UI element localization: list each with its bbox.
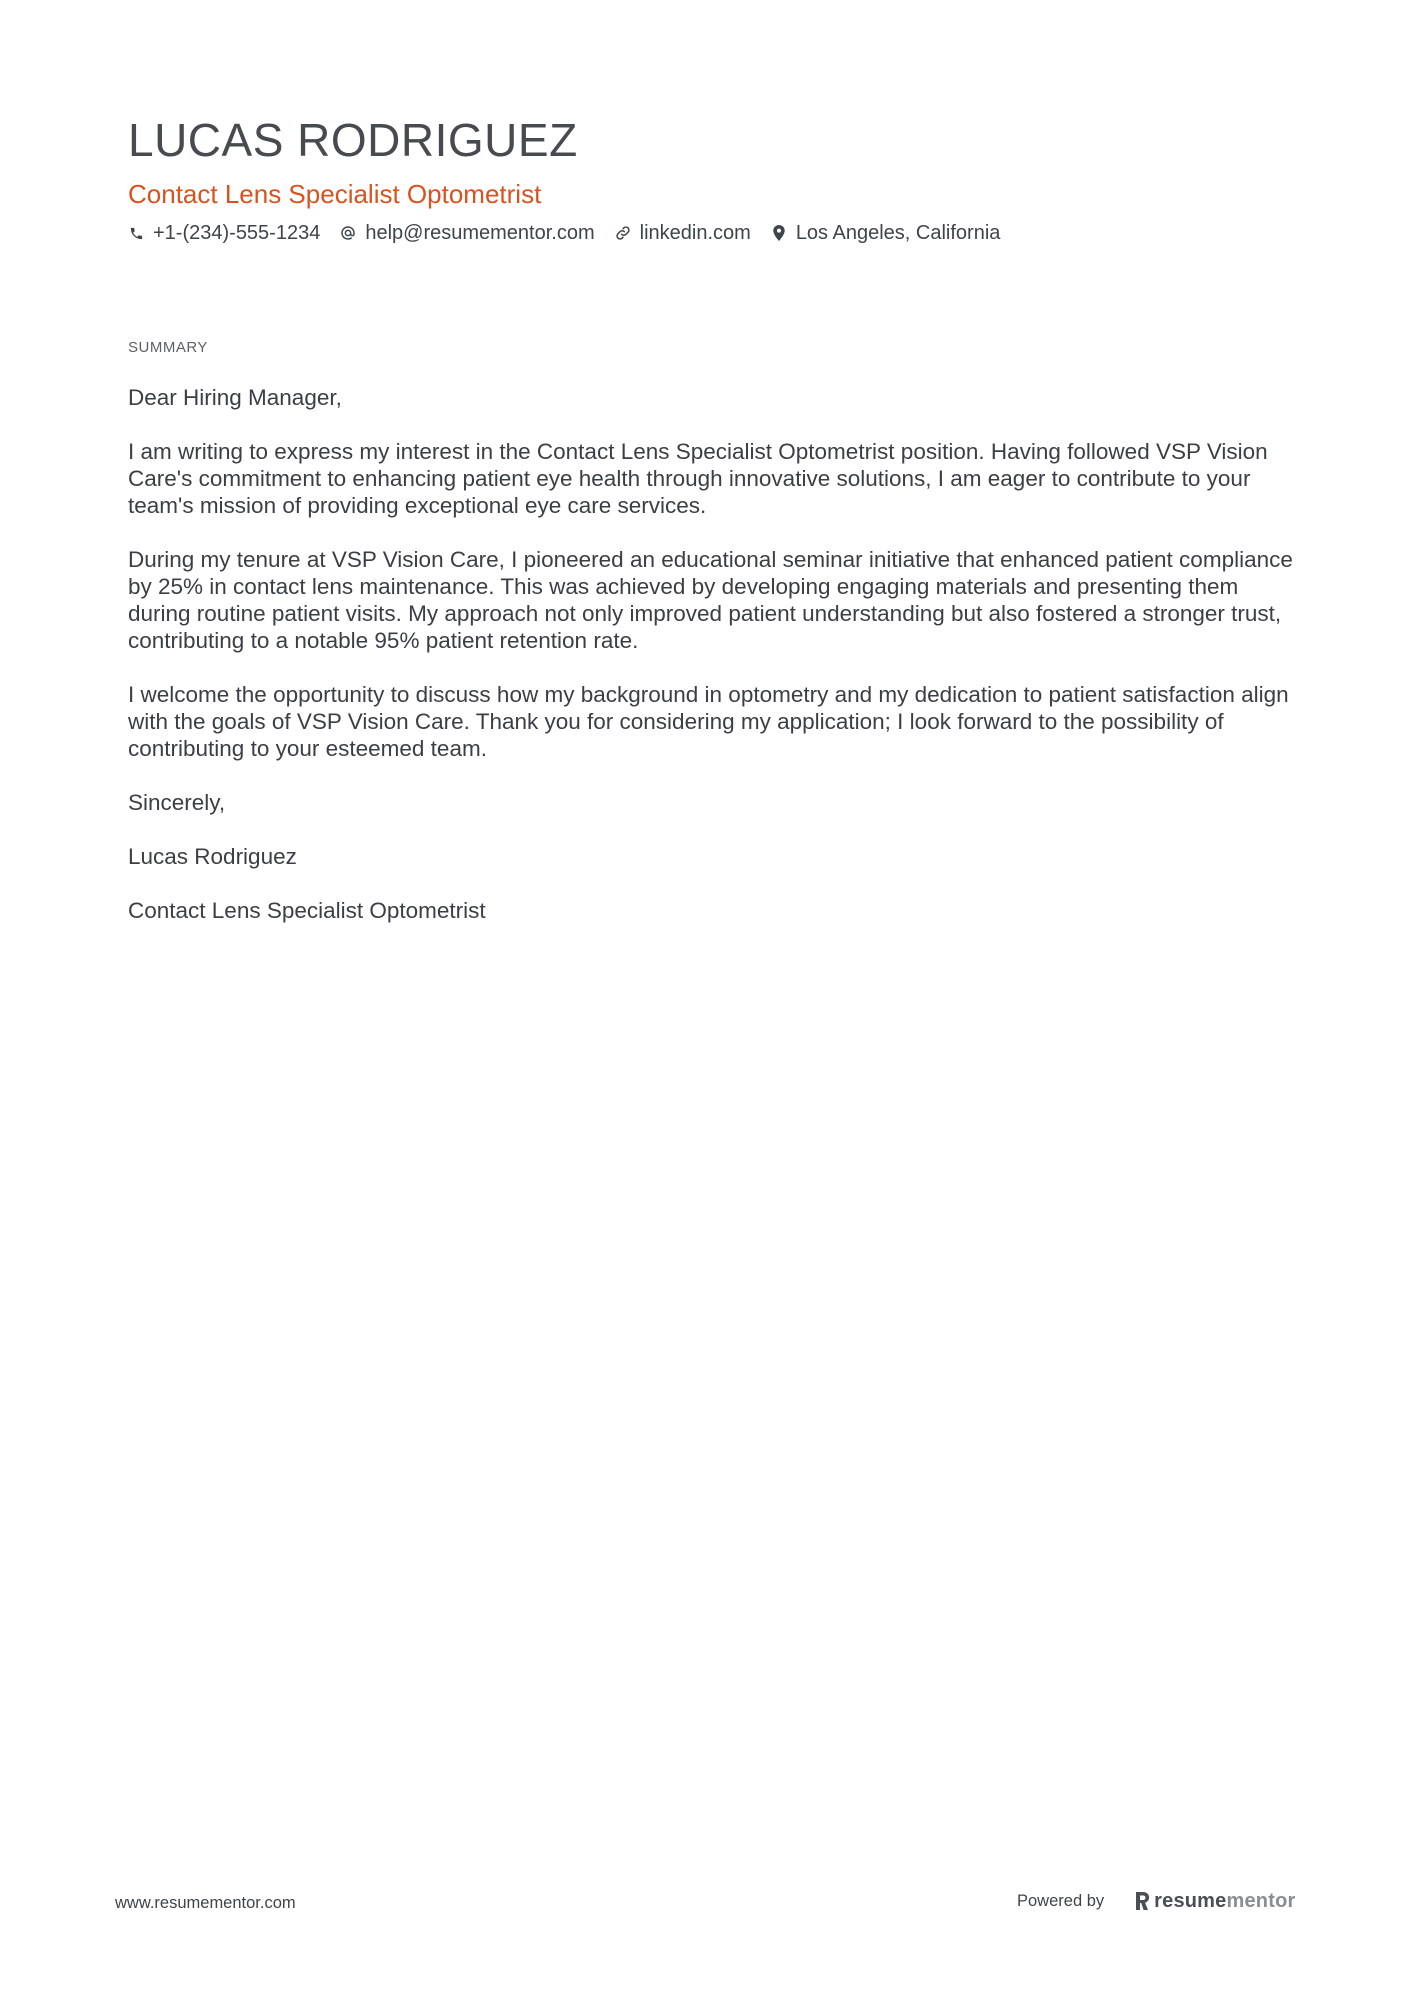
at-icon <box>340 225 356 241</box>
powered-by-text: Powered by <box>1017 1891 1105 1910</box>
footer-branding <box>1017 1885 1295 1917</box>
contact-phone <box>128 220 320 246</box>
phone-icon <box>128 225 144 241</box>
header <box>128 112 1288 246</box>
footer-website[interactable]: www.resumementor.com <box>115 1894 296 1912</box>
letter-paragraph: During my tenure at VSP Vision Care, I pioneered an educational seminar initiative that enhanced patient compliance by 25% in contact lens maintenance. This was achieved by developing engaging materials and presenting them during routine patient visits. My approach not only improved patient understanding but also fostered a stronger trust, contributing to a notable 95% patient retention rate. <box>128 547 1293 653</box>
email-address[interactable]: help@resumementor.com <box>365 222 595 244</box>
resumementor-logo[interactable] <box>1134 1890 1295 1913</box>
location-text: Los Angeles, California <box>795 222 1001 244</box>
letter-paragraph: I welcome the opportunity to discuss how my background in optometry and my dedication to patient satisfaction align with the goals of VSP Vision Care. Thank you for considering my application; I look forward to the possibility of contributing to your esteemed team. <box>128 682 1289 761</box>
signature-title: Contact Lens Specialist Optometrist <box>128 898 486 923</box>
contact-location <box>771 220 1001 246</box>
contact-info <box>128 220 1288 246</box>
contact-linkedin[interactable] <box>615 220 751 246</box>
closing: Sincerely, <box>128 790 226 815</box>
linkedin-link[interactable]: linkedin.com <box>639 222 751 244</box>
brand-name-part2: mentor <box>1226 1889 1296 1912</box>
letter-body <box>128 384 1298 951</box>
summary-heading: SUMMARY <box>128 339 208 356</box>
brand-name-part1: resume <box>1154 1889 1227 1912</box>
applicant-name: LUCAS RODRIGUEZ <box>128 114 578 166</box>
phone-number: +1-(234)-555-1234 <box>153 222 321 244</box>
link-icon <box>615 225 631 241</box>
salutation: Dear Hiring Manager, <box>128 385 342 410</box>
signature-name: Lucas Rodriguez <box>128 844 297 869</box>
location-pin-icon <box>771 225 787 241</box>
job-title: Contact Lens Specialist Optometrist <box>128 179 542 209</box>
letter-paragraph: I am writing to express my interest in the Contact Lens Specialist Optometrist position. Having followed VSP Vision Care's commitment to enhancing patient eye health through innovative solutions, I am eager to contribute to your team's mission of providing exceptional eye care services. <box>128 439 1268 518</box>
resumementor-logo-icon <box>1134 1891 1150 1911</box>
contact-email[interactable] <box>340 220 594 246</box>
